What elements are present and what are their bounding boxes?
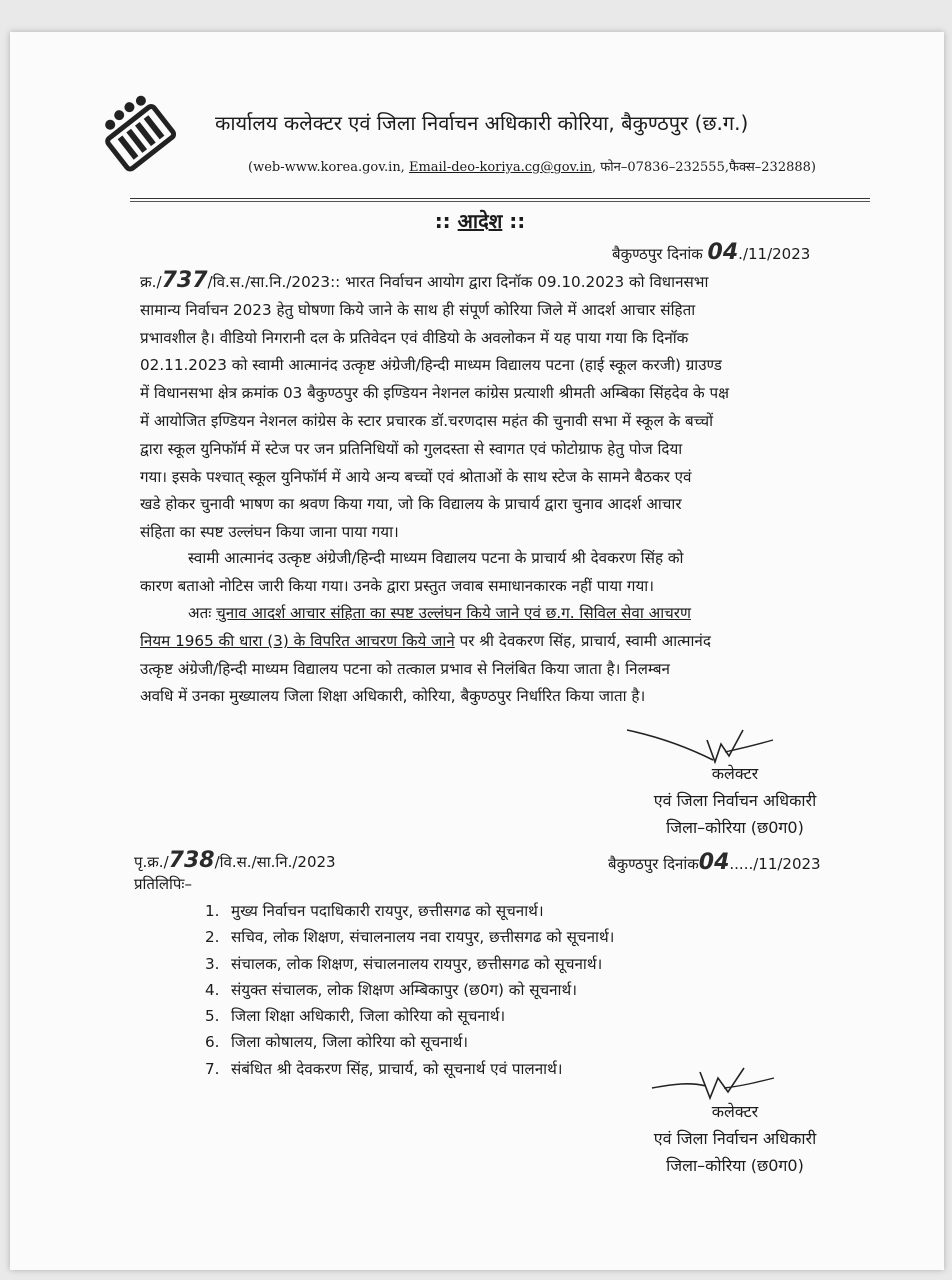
para1-line: संहिता का स्पष्ट उल्लंघन किया जाना पाया गया।	[140, 523, 399, 542]
contact-web: (web-www.korea.gov.in,	[248, 160, 409, 175]
list-item-number: 2.	[205, 928, 220, 947]
para1-line	[140, 267, 870, 297]
para2-line: स्वामी आत्मानंद उत्कृष्ट अंग्रेजी/हिन्दी माध्यम विद्यालय पटना के प्राचार्य श्री देवकरण सिंह को	[188, 549, 684, 567]
list-item-number: 1.	[205, 902, 220, 920]
list-item-text: मुख्य निर्वाचन पदाधिकारी रायपुर, छत्तीसगढ को सूचनार्थ।	[231, 902, 544, 920]
order-signatory	[620, 760, 850, 841]
signatory-designation: एवं जिला निर्वाचन अधिकारी	[653, 791, 817, 810]
signatory-designation: एवं जिला निर्वाचन अधिकारी	[653, 1129, 817, 1148]
order-date-day: 04	[707, 240, 739, 265]
list-item	[205, 951, 614, 977]
para1-line: 02.11.2023 को स्वामी आत्मानंद उत्कृष्ट अंग्रेजी/हिन्दी माध्यम विद्यालय पटना (हाई स्कूल करजी) ग्राउण्ड	[140, 356, 722, 375]
office-contact	[248, 157, 816, 175]
election-commission-logo	[96, 90, 180, 182]
copy-date-suffix: ...../11/2023	[729, 855, 821, 873]
para1-line: प्रभावशील है। वीडियो निगरानी दल के प्रतिवेदन एवं वीडियो के अवलोकन में यह पाया गया कि दिनॉक	[140, 328, 689, 347]
list-item-number: 3.	[205, 954, 220, 973]
para3-line: अवधि में उनका मुख्यालय जिला शिक्षा अधिकारी, कोरिया, बैकुण्ठपुर निर्धारित किया जाता है।	[140, 687, 646, 706]
copy-ref	[134, 848, 336, 873]
order-date	[612, 240, 810, 265]
order-date-suffix: ./11/2023	[738, 245, 811, 263]
copy-date-prefix: बैकुण्ठपुर दिनांक	[608, 855, 699, 873]
list-item-text: जिला शिक्षा अधिकारी, जिला कोरिया को सूचनार्थ।	[231, 1007, 506, 1026]
para3-underlined-2: नियम 1965 की धारा (3) के विपरित आचरण किये जाने	[140, 631, 455, 650]
para2-line: कारण बताओ नोटिस जारी किया गया। उनके द्वारा प्रस्तुत जवाब समाधानकारक नहीं पाया गया।	[140, 576, 654, 595]
list-item	[205, 1029, 614, 1055]
header-divider	[130, 198, 870, 202]
para1-line: सामान्य निर्वाचन 2023 हेतु घोषणा किये जाने के साथ ही संपूर्ण कोरिया जिले में आदर्श आचार संहिता	[140, 300, 696, 319]
heading-text: आदेश	[457, 209, 503, 233]
list-item-text: संचालक, लोक शिक्षण, संचालनालय रायपुर, छत्तीसगढ को सूचनार्थ।	[231, 954, 603, 973]
list-item-text: जिला कोषालय, जिला कोरिया को सूचनार्थ।	[231, 1033, 469, 1052]
para3-lead: अतः	[188, 604, 217, 622]
copy-date-day: 04	[698, 850, 730, 875]
list-item-number: 7.	[205, 1059, 220, 1078]
copy-date	[608, 850, 821, 875]
order-paragraph-3	[140, 600, 870, 711]
para1-line: गया। इसके पश्चात् स्कूल युनिफॉर्म में आये अन्य बच्चों एवं श्रोताओं के साथ स्टेज के सामने बैठकर एवं	[140, 467, 692, 486]
list-item-text: संयुक्त संचालक, लोक शिक्षण अम्बिकापुर (छ0ग) को सूचनार्थ।	[231, 980, 577, 999]
list-item-number: 4.	[205, 980, 220, 999]
para1-line: खडे होकर चुनावी भाषण का श्रवण किया गया, जो कि विद्यालय के प्राचार्य द्वारा चुनाव आदर्श आचार	[140, 495, 682, 514]
list-item-number: 5.	[205, 1007, 220, 1026]
para3-rest: पर श्री देवकरण सिंह, प्राचार्य, स्वामी आत्मानंद	[454, 631, 711, 650]
contact-phone: , फोन–07836–232555,फैक्स–232888)	[591, 160, 816, 175]
copy-signatory	[620, 1098, 850, 1179]
recipient-list	[205, 898, 614, 1082]
signatory-title: कलेक्टर	[711, 764, 759, 783]
order-heading	[400, 207, 560, 234]
heading-left: ::	[434, 209, 458, 233]
para3-line	[140, 628, 870, 656]
order-ref-suffix: /वि.स./सा.नि./2023::	[207, 273, 341, 291]
order-ref-prefix: क्र./	[140, 273, 162, 291]
order-paragraph-1	[140, 267, 870, 547]
para3-underlined-1: चुनाव आदर्श आचार संहिता का स्पष्ट उल्लंघन किये जाने एवं छ.ग. सिविल सेवा आचरण	[216, 604, 691, 622]
list-item	[205, 1056, 614, 1082]
list-item	[205, 977, 614, 1003]
list-item-number: 6.	[205, 1033, 220, 1052]
list-item	[205, 898, 614, 924]
para1-line: द्वारा स्कूल युनिफॉर्म में स्टेज पर जन प्रतिनिधियों को गुलदस्ता से स्वागत एवं फोटोग्राफ हेतु पोज दिया	[140, 439, 683, 458]
para1-text: भारत निर्वाचन आयोग द्वारा दिनॉक 09.10.2023 को विधानसभा	[340, 273, 709, 291]
signatory-district: जिला–कोरिया (छ0ग0)	[666, 818, 804, 837]
order-date-prefix: बैकुण्ठपुर दिनांक	[612, 245, 708, 263]
copy-ref-suffix: /वि.स./सा.नि./2023	[214, 853, 336, 871]
office-title: कार्यालय कलेक्टर एवं जिला निर्वाचन अधिकारी कोरिया, बैकुण्ठपुर (छ.ग.)	[215, 111, 749, 135]
copy-label: प्रतिलिपिः–	[134, 875, 192, 893]
para3-line: उत्कृष्ट अंग्रेजी/हिन्दी माध्यम विद्यालय पटना को तत्काल प्रभाव से निलंबित किया जाता है। निलम्बन	[140, 659, 670, 678]
list-item-text: सचिव, लोक शिक्षण, संचालनालय नवा रायपुर, छत्तीसगढ को सूचनार्थ।	[231, 928, 615, 947]
contact-email: Email-deo-koriya.cg@gov.in	[408, 160, 592, 175]
para3-line	[140, 600, 870, 628]
copy-ref-number: 738	[168, 848, 215, 873]
para1-line: में आयोजित इण्डियन नेशनल कांग्रेस के स्टार प्रचारक डॉ.चरणदास महंत की चुनावी सभा में स्कूल के बच्चों	[140, 411, 714, 430]
order-paragraph-2	[140, 545, 870, 601]
copy-ref-prefix: पृ.क्र./	[134, 853, 169, 871]
list-item	[205, 1003, 614, 1029]
signatory-title: कलेक्टर	[711, 1102, 759, 1121]
signatory-district: जिला–कोरिया (छ0ग0)	[666, 1156, 804, 1175]
list-item-text: संबंधित श्री देवकरण सिंह, प्राचार्य, को सूचनार्थ एवं पालनार्थ।	[231, 1059, 563, 1078]
list-item	[205, 924, 614, 950]
heading-right: ::	[502, 209, 526, 233]
para1-line: में विधानसभा क्षेत्र क्रमांक 03 बैकुण्ठपुर की इण्डियन नेशनल कांग्रेस प्रत्याशी श्रीमती अम्बिका सिंहदेव के पक्ष	[140, 384, 730, 403]
order-ref-number: 737	[161, 268, 208, 293]
